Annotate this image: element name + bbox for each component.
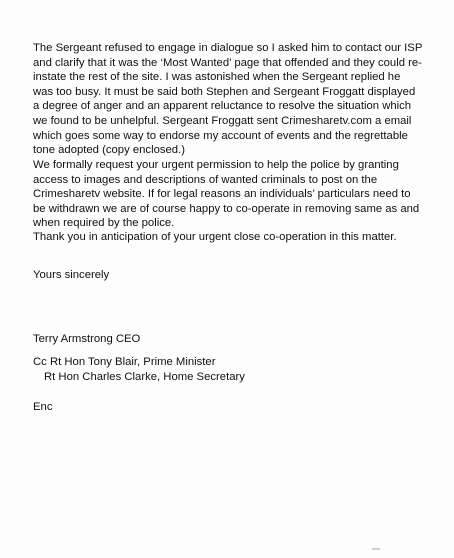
- signatory-name: Terry Armstrong CEO: [33, 333, 141, 345]
- cc-list: [33, 355, 453, 384]
- signature-block: [33, 332, 453, 347]
- text-line: was too busy. It must be said both Stephen and Sergeant Froggatt displayed: [33, 85, 416, 98]
- paragraph-permission-request: [33, 158, 453, 231]
- text-line: access to images and descriptions of wanted criminals to post on the: [33, 173, 378, 186]
- paragraph-isp-dispute: [33, 41, 453, 158]
- scan-mark: [372, 548, 380, 550]
- cc-recipient: Rt Hon Charles Clarke, Home Secretary: [44, 370, 245, 383]
- text-line: tone adopted (copy enclosed.): [33, 144, 185, 157]
- paragraph-thanks: [33, 230, 453, 245]
- letter-closing: [33, 268, 453, 283]
- text-line: We formally request your urgent permission to help the police by granting: [33, 159, 399, 171]
- text-line: The Sergeant refused to engage in dialogue so I asked him to contact our ISP: [33, 42, 423, 54]
- text-line: and clarify that it was the ‘Most Wanted’ page that offended and they could re-: [33, 56, 422, 69]
- text-line: be withdrawn we are of course happy to co-operate in removing same as and: [33, 202, 420, 215]
- text-line: Thank you in anticipation of your urgent close co-operation in this matter.: [33, 231, 397, 243]
- closing-text: Yours sincerely: [33, 269, 110, 281]
- enclosure-note: [33, 400, 453, 415]
- text-line: a degree of anger and an apparent reluctance to resolve the situation which: [33, 100, 412, 113]
- text-line: Crimesharetv website. If for legal reasons an individuals’ particulars need to: [33, 188, 411, 201]
- text-line: instate the rest of the site. I was astonished when the Sergeant replied he: [33, 71, 401, 84]
- text-line: we found to be unhelpful. Sergeant Froggatt sent Crimesharetv.com a email: [33, 114, 412, 127]
- text-line: which goes some way to endorse my account of events and the regrettable: [33, 129, 408, 142]
- enclosure-text: Enc: [33, 401, 53, 413]
- cc-recipient: Cc Rt Hon Tony Blair, Prime Minister: [33, 356, 216, 368]
- text-line: when required by the police.: [33, 217, 175, 230]
